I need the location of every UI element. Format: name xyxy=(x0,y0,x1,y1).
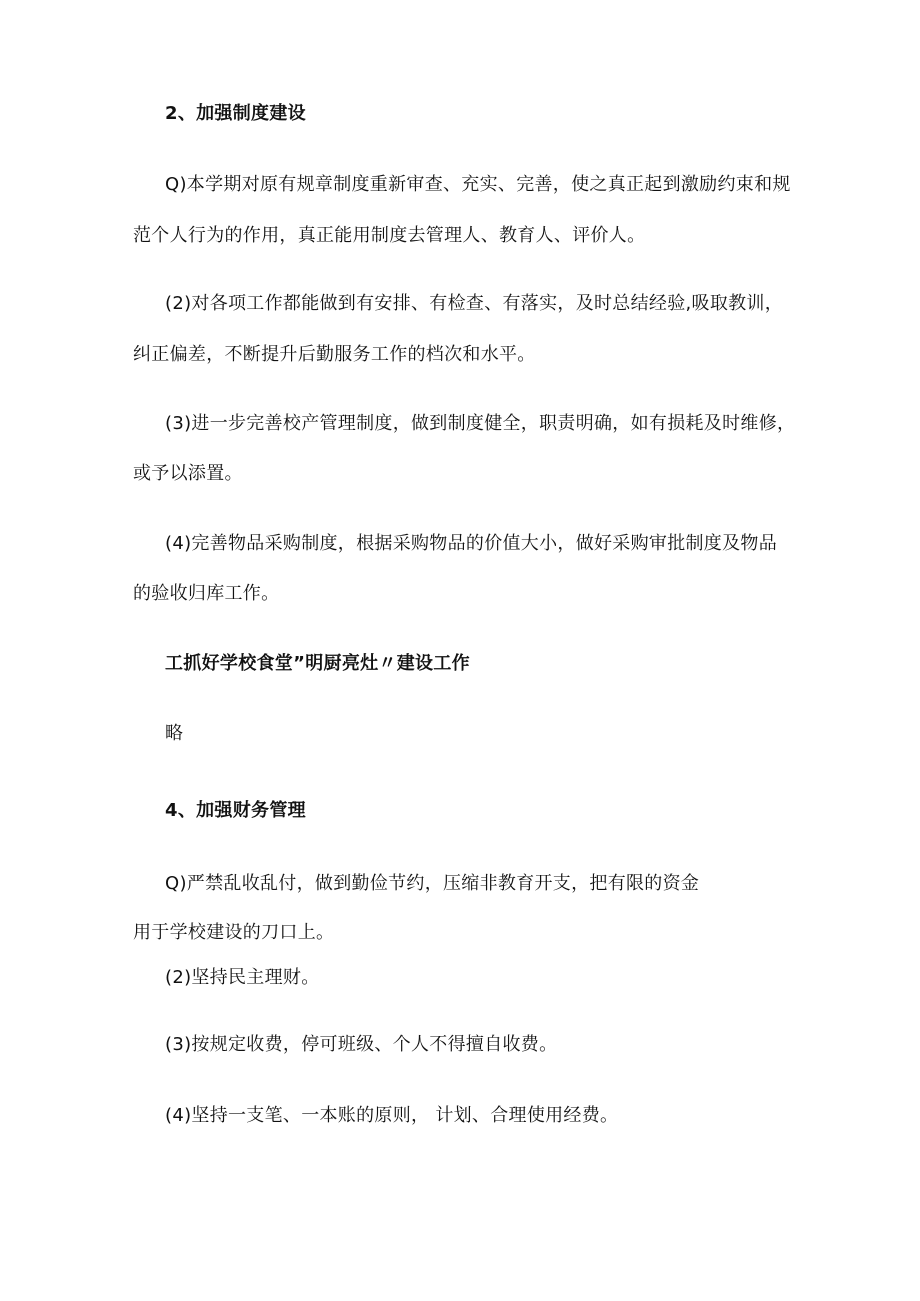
section-2-item-4-line-2: 的验收归库工作。 xyxy=(133,583,280,604)
section-2-item-4-line-1: (4)完善物品采购制度，根据采购物品的价值大小，做好采购审批制度及物品 xyxy=(165,533,777,554)
section-2-item-1-line-2: 范个人行为的作用，真正能用制度去管理人、教育人、评价人。 xyxy=(133,225,646,246)
section-4-item-1-line-2: 用于学校建设的刀口上。 xyxy=(133,922,335,943)
section-4-item-3: (3)按规定收费，停可班级、个人不得擅自收费。 xyxy=(165,1034,558,1055)
section-2-heading: 2、加强制度建设 xyxy=(165,103,306,124)
section-2-item-3-line-2: 或予以添置。 xyxy=(133,463,243,484)
section-4-item-2: (2)坚持民主理财。 xyxy=(165,967,320,988)
section-4-heading: 4、加强财务管理 xyxy=(165,800,306,821)
section-4-item-1-line-1: Q)严禁乱收乱付，做到勤俭节约，压缩非教育开支，把有限的资金 xyxy=(165,873,700,894)
section-2-item-2-line-1: (2)对各项工作都能做到有安排、有检查、有落实，及时总结经验,吸取教训， xyxy=(165,293,784,314)
section-2-item-2-line-2: 纠正偏差，不断提升后勤服务工作的档次和水平。 xyxy=(133,344,536,365)
section-2-item-1-line-1: Q)本学期对原有规章制度重新审查、充实、完善，使之真正起到激励约束和规 xyxy=(165,174,791,195)
section-2-item-3-line-1: (3)进一步完善校产管理制度，做到制度健全，职责明确，如有损耗及时维修， xyxy=(165,413,796,434)
section-4-item-4: (4)坚持一支笔、一本账的原则， 计划、合理使用经费。 xyxy=(165,1105,619,1126)
section-3-body: 略 xyxy=(165,723,184,744)
section-3-heading: 工抓好学校食堂”明厨亮灶〃建设工作 xyxy=(165,653,470,674)
